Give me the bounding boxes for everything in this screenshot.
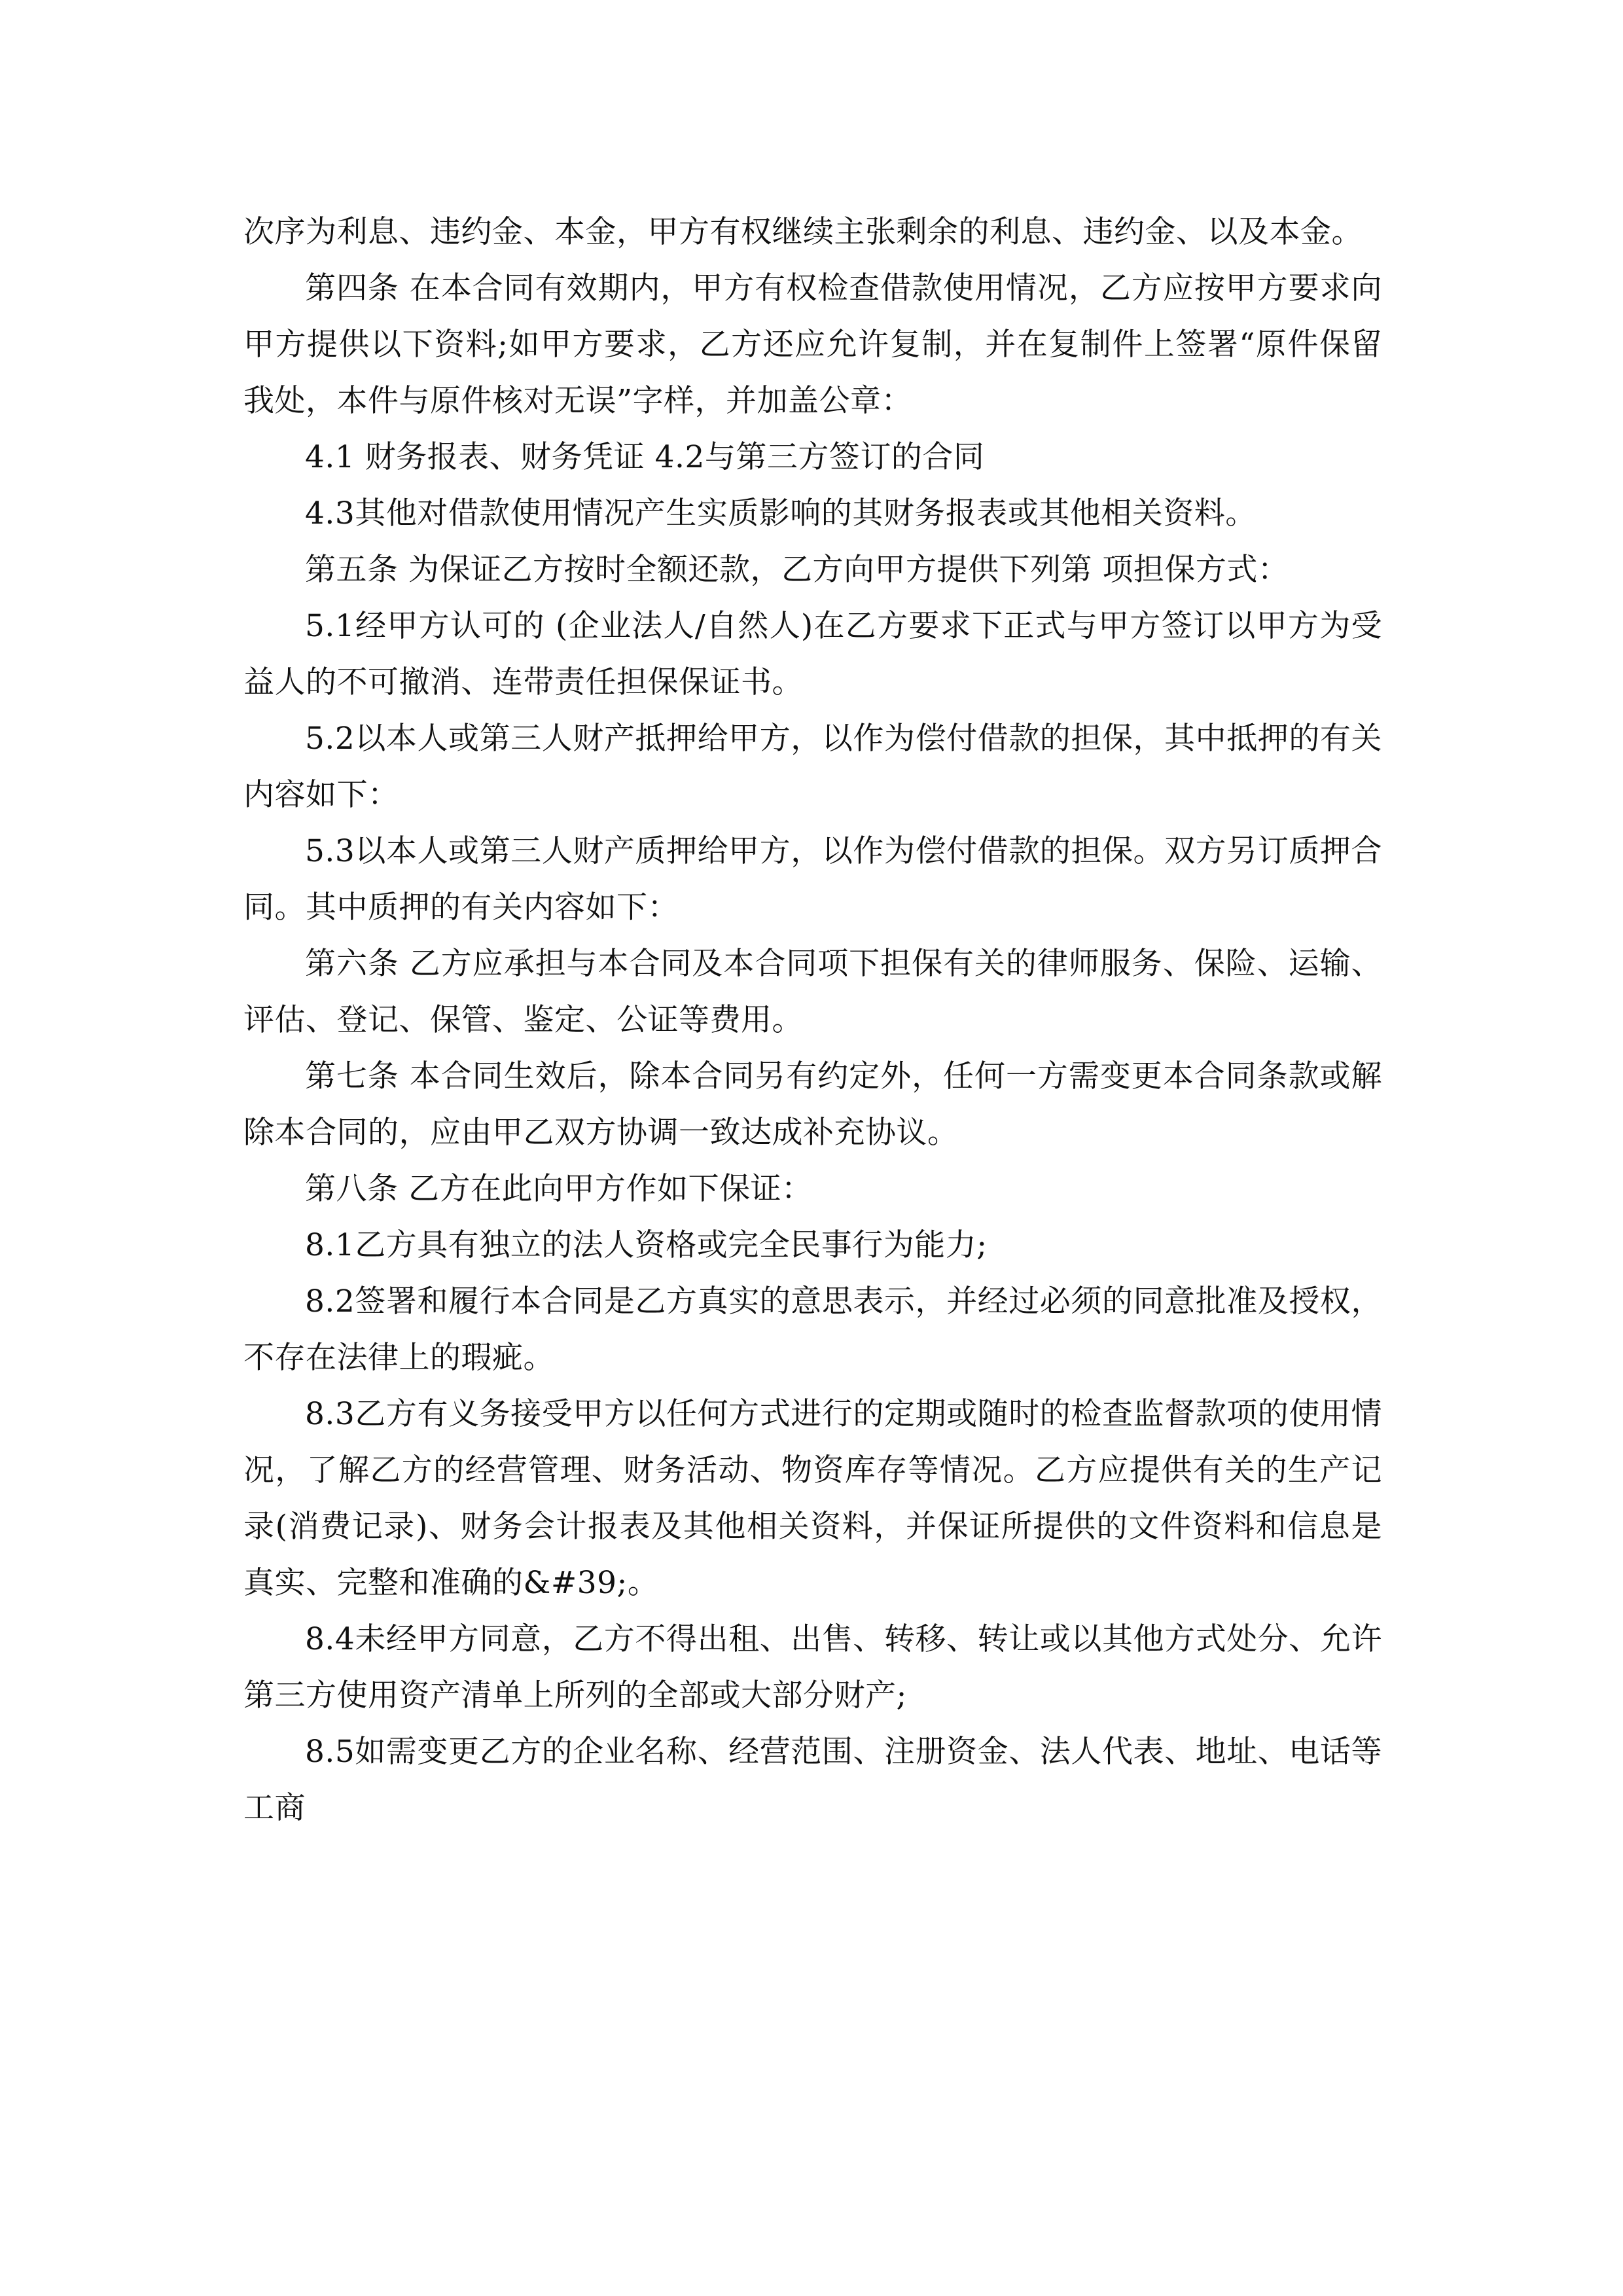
paragraph: 8.3乙方有义务接受甲方以任何方式进行的定期或随时的检查监督款项的使用情况，了解乙方的经营管理、财务活动、物资库存等情况。乙方应提供有关的生产记录(消费记录)、财务会计报表及其他相关资料，并保证所提供的文件资料和信息是真实、完整和准确的&#39;。 [243,1396,1382,1601]
paragraph: 次序为利息、违约金、本金，甲方有权继续主张剩余的利息、违约金、以及本金。 [243,214,1363,250]
paragraph: 4.3其他对借款使用情况产生实质影响的其财务报表或其他相关资料。 [305,495,1257,531]
paragraph: 5.3以本人或第三人财产质押给甲方，以作为偿付借款的担保。双方另订质押合同。其中质押的有关内容如下： [243,833,1382,925]
paragraph: 8.1乙方具有独立的法人资格或完全民事行为能力; [305,1227,988,1263]
paragraph-article-5: 第五条 为保证乙方按时全额还款，乙方向甲方提供下列第 项担保方式： [305,552,1289,588]
paragraph-article-8: 第八条 乙方在此向甲方作如下保证： [305,1171,813,1207]
paragraph: 8.5如需变更乙方的企业名称、经营范围、注册资金、法人代表、地址、电话等工商 [243,1734,1382,1826]
paragraph-article-6: 第六条 乙方应承担与本合同及本合同项下担保有关的律师服务、保险、运输、评估、登记、保管、鉴定、公证等费用。 [243,946,1382,1038]
paragraph: 5.1经甲方认可的 (企业法人/自然人)在乙方要求下正式与甲方签订以甲方为受益人的不可撤消、连带责任担保保证书。 [243,608,1382,700]
paragraph: 5.2以本人或第三人财产抵押给甲方，以作为偿付借款的担保，其中抵押的有关内容如下： [243,721,1382,813]
document-body [243,204,1382,1837]
paragraph: 8.2签署和履行本合同是乙方真实的意思表示，并经过必须的同意批准及授权，不存在法律上的瑕疵。 [243,1283,1382,1376]
paragraph-article-4: 第四条 在本合同有效期内，甲方有权检查借款使用情况，乙方应按甲方要求向甲方提供以下资料;如甲方要求，乙方还应允许复制，并在复制件上签署“原件保留我处，本件与原件核对无误”字样，并加盖公章： [243,270,1382,419]
paragraph-article-7: 第七条 本合同生效后，除本合同另有约定外，任何一方需变更本合同条款或解除本合同的，应由甲乙双方协调一致达成补充协议。 [243,1058,1382,1151]
paragraph: 8.4未经甲方同意，乙方不得出租、出售、转移、转让或以其他方式处分、允许第三方使用资产清单上所列的全部或大部分财产; [243,1621,1382,1713]
paragraph: 4.1 财务报表、财务凭证 4.2与第三方签订的合同 [305,439,985,475]
